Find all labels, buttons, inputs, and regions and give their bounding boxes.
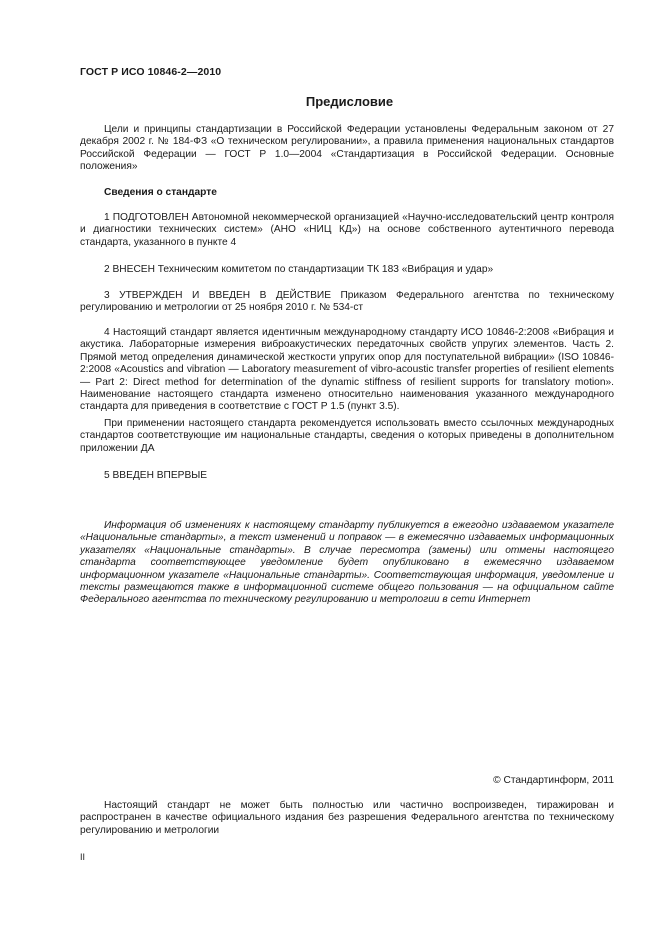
copyright-line: © Стандартинформ, 2011 (493, 775, 614, 786)
standard-info-heading: Сведения о стандарте (104, 187, 217, 198)
item-4-paragraph: 4 Настоящий стандарт является идентичным международному стандарту ИСО 10846-2:2008 «Вибрация и акустика. Лабораторные измерения виброакустических передаточных свойств упругих элементов. Часть 2. Прямой метод определения динамической жесткости упругих опор для поступательной вибрации» (ISO 10846-2:2008 «Acoustics and vibration — Laboratory measurement of vibro-acoustic transfer properties of resilient elements — Part 2: Direct method for determination of the dynamic stiffness of resilient supports for translatory motion». Наименование настоящего стандарта изменено относительно наименования указанного международного стандарта для приведения в соответствие с ГОСТ Р 1.5 (пункт 3.5). (80, 327, 614, 413)
page-title: Предисловие (305, 94, 394, 109)
document-code-header: ГОСТ Р ИСО 10846-2—2010 (80, 66, 222, 78)
amendments-notice-paragraph: Информация об изменениях к настоящему стандарту публикуется в ежегодно издаваемом указателе «Национальные стандарты», а текст изменений и поправок — в ежемесячно издаваемых информационных указателях «Национальные стандарты». В случае пересмотра (замены) или отмены настоящего стандарта соответствующее уведомление будет опубликовано в ежемесячно издаваемом информационном указателе «Национальные стандарты». Соответствующая информация, уведомление и тексты размещаются также в информационной системе общего пользования — на официальном сайте Федерального агентства по техническому регулированию и метрологии в сети Интернет (80, 520, 614, 606)
item-1-paragraph: 1 ПОДГОТОВЛЕН Автономной некоммерческой организацией «Научно-исследовательский центр контроля и диагностики технических систем» (АНО «НИЦ КД») на основе собственного аутентичного перевода стандарта, указанного в пункте 4 (80, 212, 614, 248)
page-number: II (80, 852, 86, 862)
item-2-paragraph: 2 ВНЕСЕН Техническим комитетом по стандартизации ТК 183 «Вибрация и удар» (104, 264, 494, 275)
item-4-note-paragraph: При применении настоящего стандарта рекомендуется использовать вместо ссылочных международных стандартов соответствующие им национальные стандарты, сведения о которых приведены в дополнительном приложении ДА (80, 418, 614, 454)
item-5-paragraph: 5 ВВЕДЕН ВПЕРВЫЕ (104, 470, 208, 481)
intro-paragraph: Цели и принципы стандартизации в Российской Федерации установлены Федеральным законом от 27 декабря 2002 г. № 184-ФЗ «О техническом регулировании», а правила применения национальных стандартов Российской Федерации — ГОСТ Р 1.0—2004 «Стандартизация в Российской Федерации. Основные положения» (80, 124, 614, 173)
reproduction-notice-paragraph: Настоящий стандарт не может быть полностью или частично воспроизведен, тиражирован и распространен в качестве официального издания без разрешения Федерального агентства по техническому регулированию и метрологии (80, 800, 614, 836)
item-3-paragraph: 3 УТВЕРЖДЕН И ВВЕДЕН В ДЕЙСТВИЕ Приказом Федерального агентства по техническому регулированию и метрологии от 25 ноября 2010 г. № 534-ст (80, 290, 614, 314)
